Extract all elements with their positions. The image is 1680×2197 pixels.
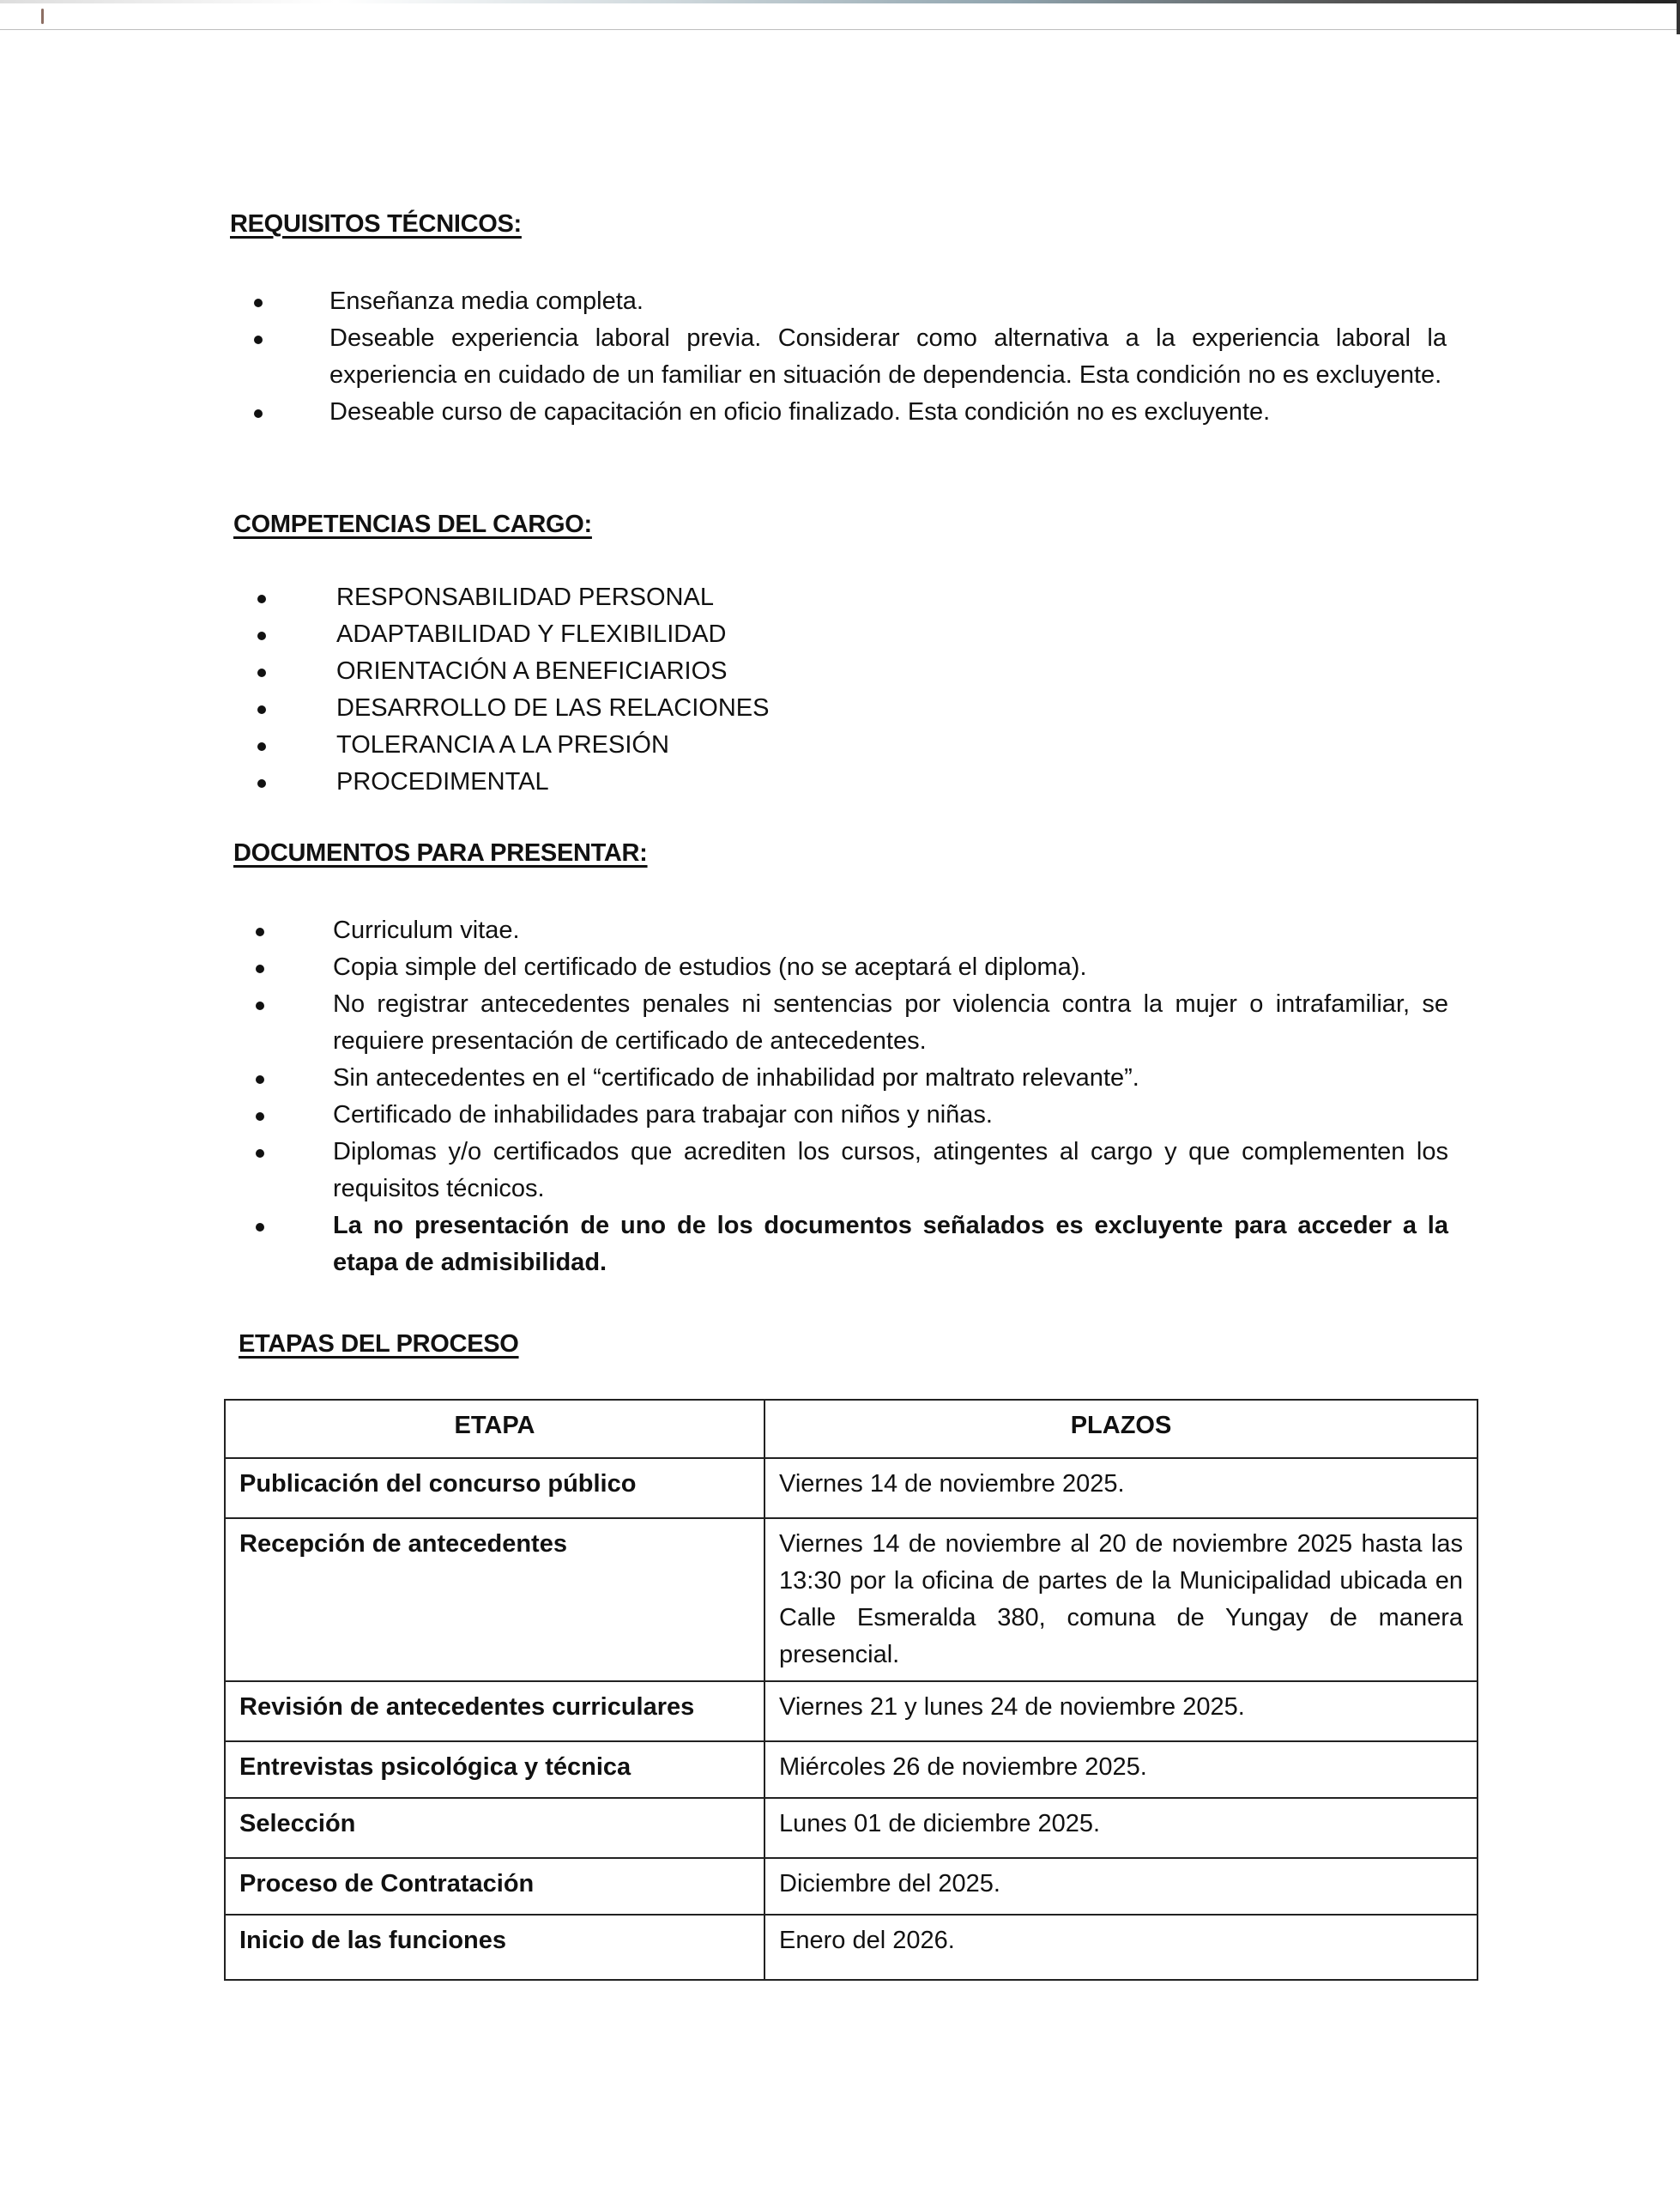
etapa-cell: Recepción de antecedentes	[225, 1518, 764, 1681]
plazo-cell: Enero del 2026.	[764, 1915, 1478, 1980]
list-item: PROCEDIMENTAL	[257, 764, 1030, 801]
table-row	[225, 1798, 1478, 1858]
etapa-cell: Publicación del concurso público	[225, 1458, 764, 1518]
etapa-cell: Inicio de las funciones	[225, 1915, 764, 1980]
list-item: No registrar antecedentes penales ni sentencias por violencia contra la mujer o intrafamiliar, se requiere presentación de certificado de antecedentes.	[256, 986, 1448, 1060]
list-item: ORIENTACIÓN A BENEFICIARIOS	[257, 653, 1030, 690]
bullet-icon	[256, 1223, 264, 1232]
list-item: Diplomas y/o certificados que acrediten los cursos, atingentes al cargo y que complementen los requisitos técnicos.	[256, 1134, 1448, 1207]
plazo-cell: Viernes 14 de noviembre al 20 de noviembre 2025 hasta las 13:30 por la oficina de partes de la Municipalidad ubicada en Calle Esmeralda 380, comuna de Yungay de manera presencial.	[764, 1518, 1478, 1681]
list-item: Copia simple del certificado de estudios (no se aceptará el diploma).	[256, 949, 1448, 986]
bullet-icon	[256, 928, 264, 936]
scan-edge	[0, 0, 1680, 3]
section-title-etapas: ETAPAS DEL PROCESO	[239, 1330, 519, 1358]
plazo-cell: Diciembre del 2025.	[764, 1858, 1478, 1915]
documentos-list	[256, 912, 1448, 1281]
list-item: Curriculum vitae.	[256, 912, 1448, 949]
table-row	[225, 1518, 1478, 1681]
etapas-table	[224, 1399, 1478, 1981]
competencias-list	[257, 579, 1030, 801]
etapa-cell: Proceso de Contratación	[225, 1858, 764, 1915]
list-item: Deseable experiencia laboral previa. Considerar como alternativa a la experiencia laboral la experiencia en cuidado de un familiar en situación de dependencia. Esta condición no es excluyente.	[254, 320, 1447, 394]
header-etapa: ETAPA	[225, 1400, 764, 1458]
list-item: Certificado de inhabilidades para trabajar con niños y niñas.	[256, 1097, 1448, 1134]
plazo-cell: Lunes 01 de diciembre 2025.	[764, 1798, 1478, 1858]
bullet-icon	[257, 742, 266, 751]
scan-header-line	[0, 29, 1680, 30]
list-item: RESPONSABILIDAD PERSONAL	[257, 579, 1030, 616]
table-header-row	[225, 1400, 1478, 1458]
bullet-icon	[254, 299, 263, 307]
list-item: Sin antecedentes en el “certificado de inhabilidad por maltrato relevante”.	[256, 1060, 1448, 1097]
list-item: Deseable curso de capacitación en oficio finalizado. Esta condición no es excluyente.	[254, 394, 1447, 431]
section-title-requisitos: REQUISITOS TÉCNICOS:	[230, 210, 522, 238]
bullet-icon	[256, 1149, 264, 1158]
section-title-documentos: DOCUMENTOS PARA PRESENTAR:	[233, 839, 648, 867]
list-item: La no presentación de uno de los documentos señalados es excluyente para acceder a la etapa de admisibilidad.	[256, 1207, 1448, 1281]
requisitos-list	[254, 283, 1447, 431]
bullet-icon	[257, 779, 266, 788]
table-row	[225, 1741, 1478, 1798]
section-title-competencias: COMPETENCIAS DEL CARGO:	[233, 511, 592, 538]
bullet-icon	[257, 632, 266, 640]
table-row	[225, 1915, 1478, 1980]
header-plazos: PLAZOS	[764, 1400, 1478, 1458]
list-item: TOLERANCIA A LA PRESIÓN	[257, 727, 1030, 764]
bullet-icon	[254, 336, 263, 344]
bullet-icon	[256, 1075, 264, 1084]
plazo-cell: Viernes 14 de noviembre 2025.	[764, 1458, 1478, 1518]
scan-edge-right	[1677, 0, 1680, 34]
bullet-icon	[256, 1112, 264, 1121]
scan-mark	[41, 9, 44, 24]
bullet-icon	[256, 965, 264, 973]
plazo-cell: Miércoles 26 de noviembre 2025.	[764, 1741, 1478, 1798]
list-item: ADAPTABILIDAD Y FLEXIBILIDAD	[257, 616, 1030, 653]
bullet-icon	[257, 669, 266, 677]
bullet-icon	[257, 595, 266, 603]
table-row	[225, 1458, 1478, 1518]
list-item: Enseñanza media completa.	[254, 283, 1447, 320]
bullet-icon	[254, 409, 263, 418]
bullet-icon	[257, 705, 266, 714]
table-row	[225, 1681, 1478, 1741]
plazo-cell: Viernes 21 y lunes 24 de noviembre 2025.	[764, 1681, 1478, 1741]
bullet-icon	[256, 1002, 264, 1010]
etapa-cell: Selección	[225, 1798, 764, 1858]
etapa-cell: Revisión de antecedentes curriculares	[225, 1681, 764, 1741]
etapa-cell: Entrevistas psicológica y técnica	[225, 1741, 764, 1798]
table-row	[225, 1858, 1478, 1915]
list-item: DESARROLLO DE LAS RELACIONES	[257, 690, 1030, 727]
